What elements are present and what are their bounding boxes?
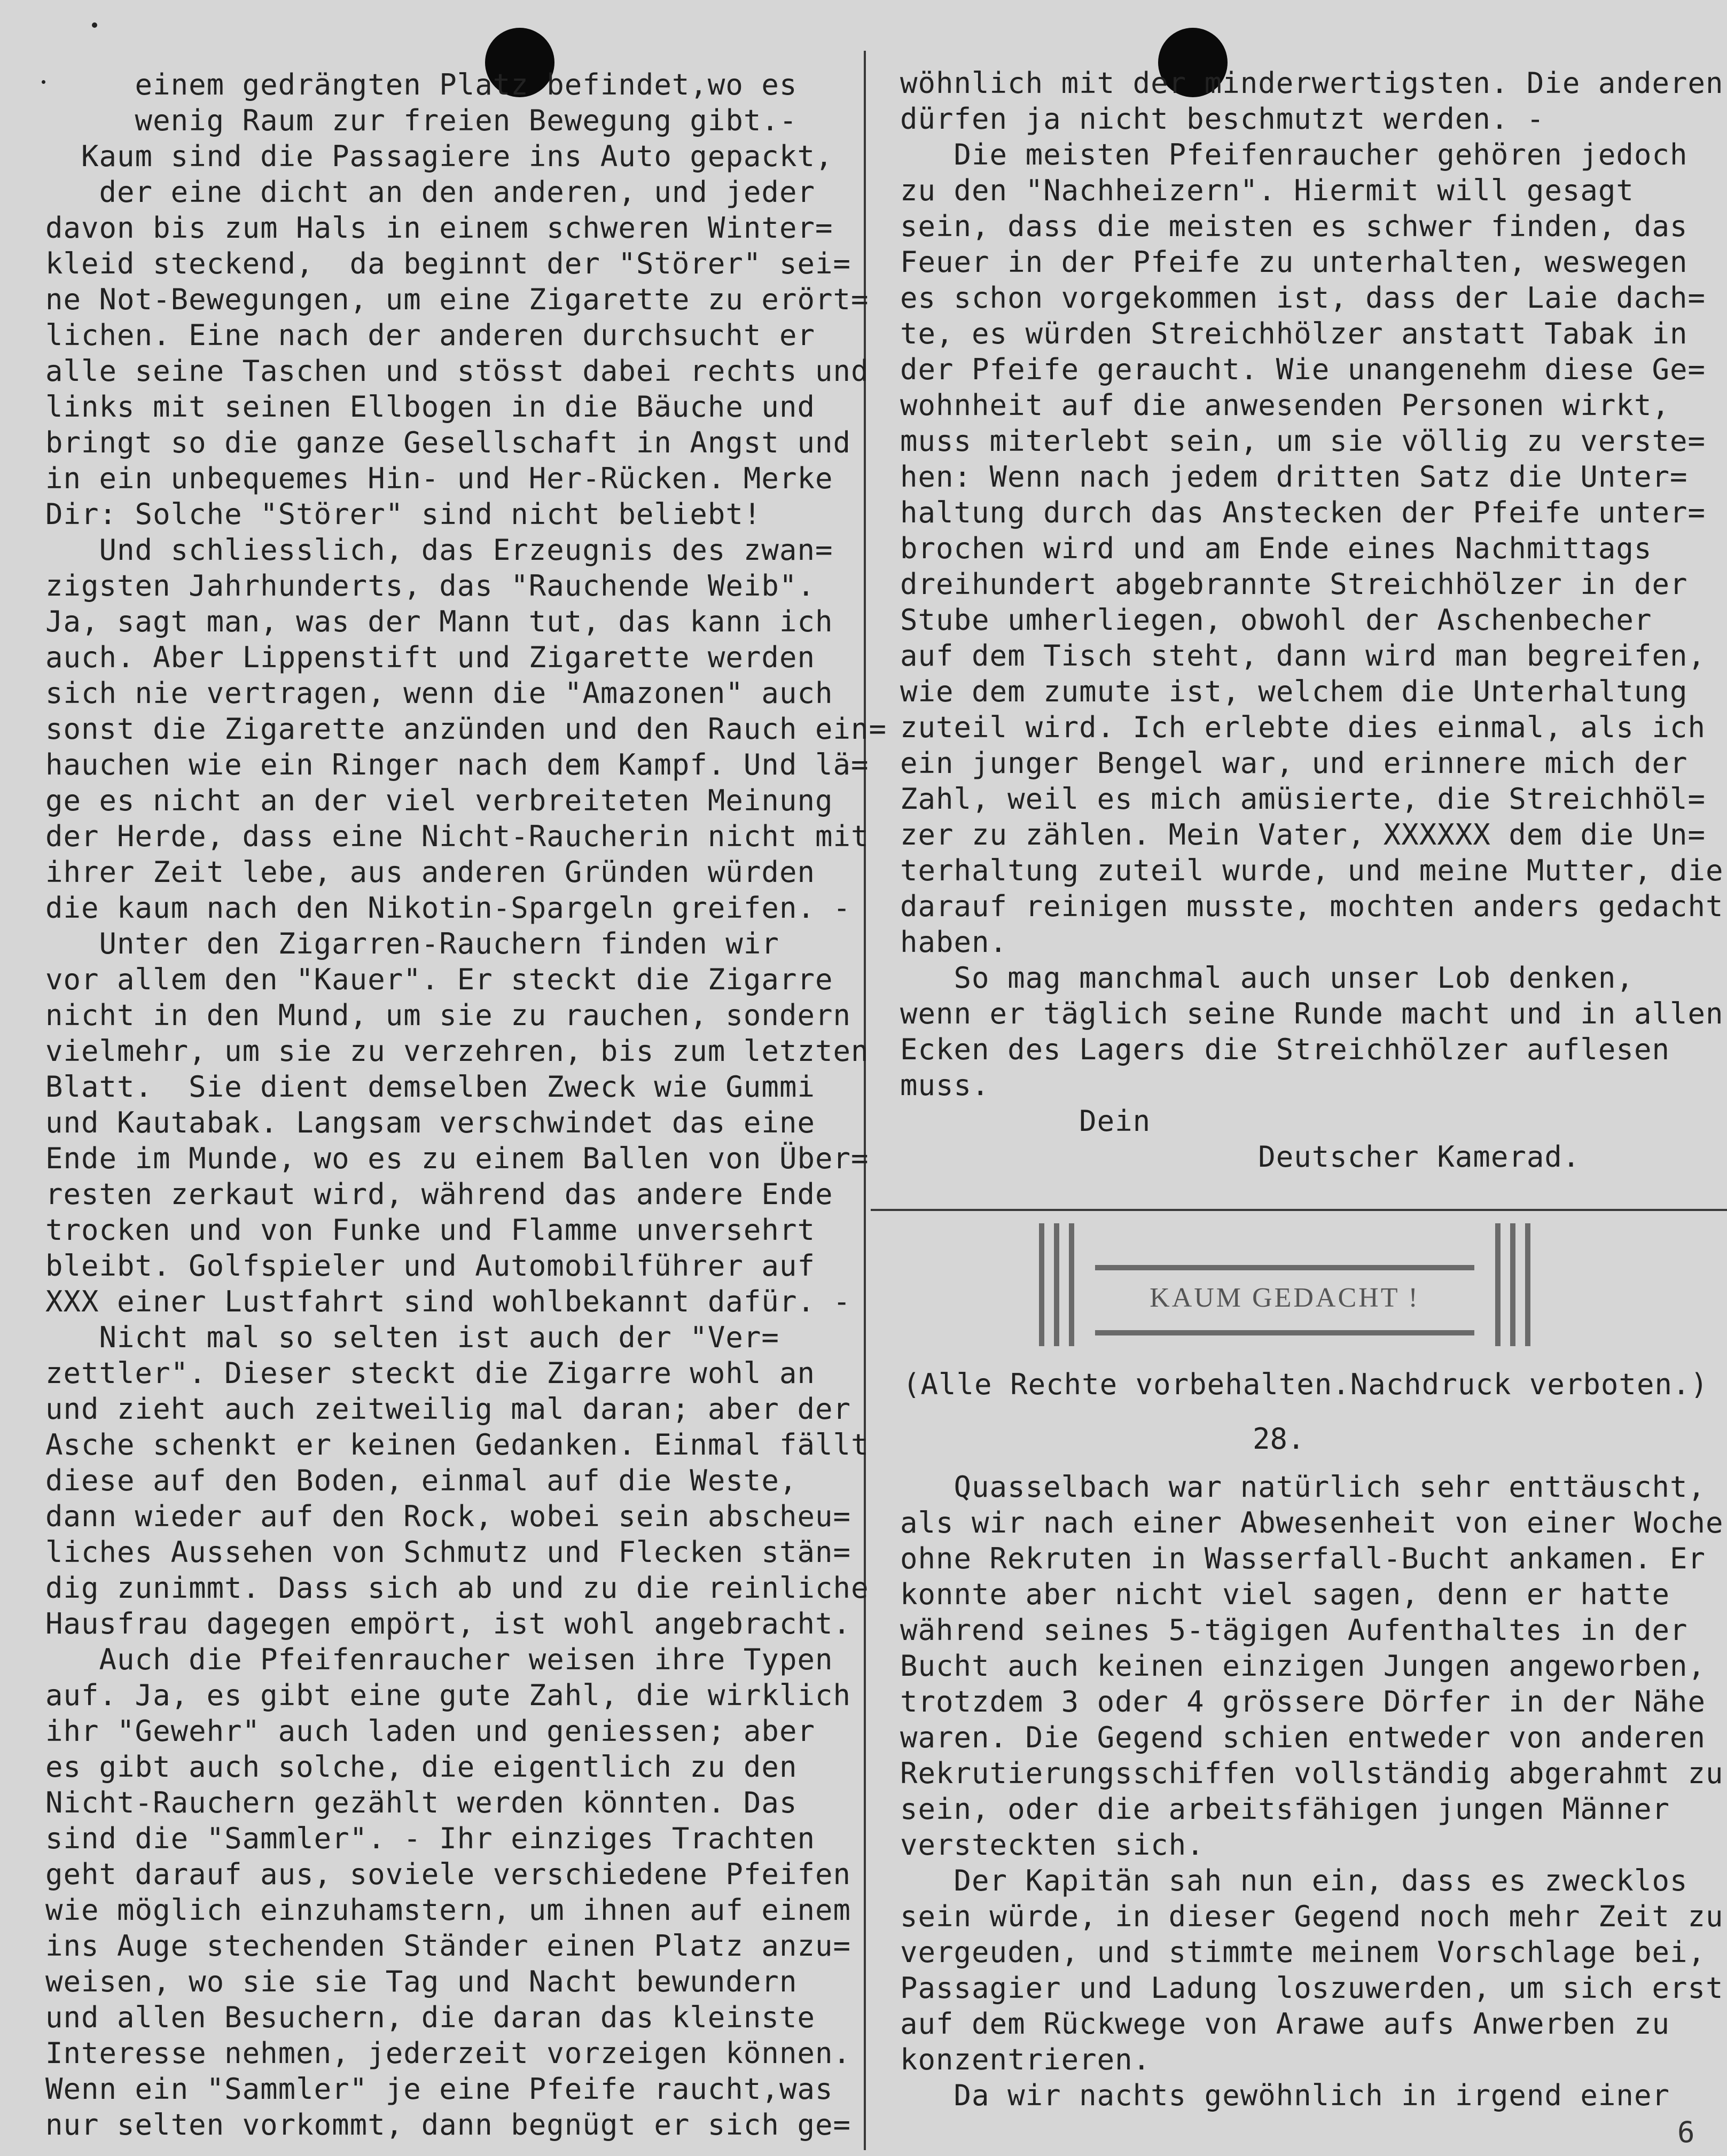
text-line: alle seine Taschen und stösst dabei rechts und [45, 354, 869, 388]
text-line: zu den "Nachheizern". Hiermit will gesagt [900, 174, 1634, 207]
text-line: zettler". Dieser steckt die Zigarre wohl an [45, 1356, 815, 1390]
text-line: und allen Besuchern, die daran das kleinste [45, 2001, 815, 2034]
text-line: liches Aussehen von Schmutz und Flecken stän= [45, 1535, 851, 1569]
chapter-number: 28. [1253, 1422, 1305, 1456]
text-line: sein würde, in dieser Gegend noch mehr Zeit zu [900, 1900, 1724, 1933]
text-line: die kaum nach den Nikotin-Spargeln greifen. - [45, 891, 851, 925]
text-line: Ecken des Lagers die Streichhölzer auflesen [900, 1033, 1670, 1066]
text-line: und zieht auch zeitweilig mal daran; aber der [45, 1392, 851, 1426]
text-line: trocken und von Funke und Flamme unversehrt [45, 1213, 815, 1247]
rights-notice: (Alle Rechte vorbehalten.Nachdruck verboten.) [903, 1368, 1708, 1401]
text-line: Asche schenkt er keinen Gedanken. Einmal fällt [45, 1428, 869, 1462]
text-line: Kaum sind die Passagiere ins Auto gepackt, [45, 139, 833, 173]
text-line: zer zu zählen. Mein Vater, XXXXXX dem die Un= [900, 818, 1706, 852]
text-line: waren. Die Gegend schien entweder von anderen [900, 1721, 1706, 1754]
text-line: sein, dass die meisten es schwer finden, das [900, 209, 1688, 243]
text-line: der Pfeife geraucht. Wie unangenehm diese Ge= [900, 353, 1706, 386]
text-line: ins Auge stechenden Ständer einen Platz anzu= [45, 1929, 851, 1963]
text-line: haltung durch das Anstecken der Pfeife unter= [900, 496, 1706, 529]
text-line: diese auf den Boden, einmal auf die Weste, [45, 1464, 798, 1497]
ink-speck [92, 22, 97, 28]
text-line: haben. [900, 925, 1008, 959]
text-line: resten zerkaut wird, während das andere Ende [45, 1177, 833, 1211]
text-line: Blatt. Sie dient demselben Zweck wie Gummi [45, 1070, 815, 1104]
text-line: wenig Raum zur freien Bewegung gibt.- [45, 104, 798, 137]
text-line: wenn er täglich seine Runde macht und in allen [900, 997, 1724, 1030]
text-line: Und schliesslich, das Erzeugnis des zwan= [45, 533, 833, 567]
text-line: konnte aber nicht viel sagen, denn er hatte [900, 1577, 1670, 1611]
text-line: Der Kapitän sah nun ein, dass es zwecklos [900, 1864, 1688, 1897]
text-line: muss miterlebt sein, um sie völlig zu verste= [900, 424, 1706, 458]
text-line: Wenn ein "Sammler" je eine Pfeife raucht,was [45, 2072, 833, 2106]
text-line: Zahl, weil es mich amüsierte, die Streichhöl= [900, 782, 1706, 816]
banner-right-bars [1493, 1223, 1530, 1346]
banner-top-rule [1095, 1265, 1474, 1270]
text-line: darauf reinigen musste, mochten anders gedacht [900, 889, 1724, 923]
text-line: Nicht-Rauchern gezählt werden könnten. Das [45, 1786, 798, 1819]
text-line: nur selten vorkommt, dann begnügt er sich ge= [45, 2108, 851, 2142]
text-line: davon bis zum Hals in einem schweren Winter= [45, 211, 833, 245]
text-line: Da wir nachts gewöhnlich in irgend einer [900, 2079, 1670, 2112]
text-line: dig zunimmt. Dass sich ab und zu die reinliche [45, 1571, 869, 1605]
text-line: es schon vorgekommen ist, dass der Laie dach= [900, 281, 1706, 315]
text-line: als wir nach einer Abwesenheit von einer Woche [900, 1506, 1724, 1540]
text-line: trotzdem 3 oder 4 grössere Dörfer in der Nähe [900, 1685, 1706, 1718]
text-line: vergeuden, und stimmte meinem Vorschlage bei, [900, 1935, 1706, 1969]
text-line: auf dem Rückwege von Arawe aufs Anwerben zu [900, 2007, 1670, 2041]
text-line: sonst die Zigarette anzünden und den Rauch ein= [45, 712, 887, 746]
text-line: Hausfrau dagegen empört, ist wohl angebracht. [45, 1607, 851, 1641]
text-line: Deutscher Kamerad. [900, 1140, 1581, 1174]
text-line: ohne Rekruten in Wasserfall-Bucht ankamen. Er [900, 1542, 1706, 1575]
text-line: Quasselbach war natürlich sehr enttäuscht, [900, 1470, 1706, 1504]
text-line: Ende im Munde, wo es zu einem Ballen von Über= [45, 1142, 869, 1175]
text-line: Die meisten Pfeifenraucher gehören jedoch [900, 138, 1688, 171]
text-line: ne Not-Bewegungen, um eine Zigarette zu erört= [45, 283, 869, 316]
text-line: brochen wird und am Ende eines Nachmittags [900, 532, 1652, 565]
text-line: auf. Ja, es gibt eine gute Zahl, die wirklich [45, 1678, 851, 1712]
text-line: Dein [900, 1104, 1151, 1138]
text-line: ihr "Gewehr" auch laden und geniessen; aber [45, 1714, 815, 1748]
banner-title: KAUM GEDACHT ! [1150, 1283, 1420, 1313]
text-line: muss. [900, 1068, 990, 1102]
text-line: Feuer in der Pfeife zu unterhalten, weswegen [900, 245, 1688, 279]
text-line: ge es nicht an der viel verbreiteten Meinung [45, 784, 833, 817]
text-line: es gibt auch solche, die eigentlich zu den [45, 1750, 798, 1784]
right-column-top-text [900, 65, 1724, 1175]
story-title-banner [1039, 1223, 1530, 1346]
text-line: einem gedrängten Platz befindet,wo es [45, 68, 798, 101]
text-line: Ja, sagt man, was der Mann tut, das kann ich [45, 605, 833, 638]
text-line: Stube umherliegen, obwohl der Aschenbecher [900, 603, 1652, 637]
banner-left-bars [1039, 1223, 1076, 1346]
text-line: weisen, wo sie sie Tag und Nacht bewundern [45, 1965, 798, 1998]
text-line: Dir: Solche "Störer" sind nicht beliebt! [45, 497, 762, 531]
text-line: in ein unbequemes Hin- und Her-Rücken. Merke [45, 462, 833, 495]
text-line: sind die "Sammler". - Ihr einziges Trachten [45, 1822, 815, 1855]
text-line: ihrer Zeit lebe, aus anderen Gründen würden [45, 855, 815, 889]
text-line: wöhnlich mit der minderwertigsten. Die anderen [900, 66, 1724, 100]
text-line: wohnheit auf die anwesenden Personen wirkt, [900, 388, 1670, 422]
text-line: So mag manchmal auch unser Lob denken, [900, 961, 1634, 995]
text-line: bringt so die ganze Gesellschaft in Angst und [45, 426, 851, 459]
text-line: nicht in den Mund, um sie zu rauchen, sondern [45, 998, 851, 1032]
text-line: hauchen wie ein Ringer nach dem Kampf. Und lä= [45, 748, 869, 782]
text-line: hen: Wenn nach jedem dritten Satz die Unter= [900, 460, 1688, 494]
text-line: Nicht mal so selten ist auch der "Ver= [45, 1321, 779, 1354]
text-line: sein, oder die arbeitsfähigen jungen Männer [900, 1792, 1670, 1826]
text-line: der eine dicht an den anderen, und jeder [45, 175, 815, 209]
text-line: auf dem Tisch steht, dann wird man begreifen, [900, 639, 1706, 673]
ink-speck [42, 80, 45, 84]
text-line: Passagier und Ladung loszuwerden, um sich erst [900, 1971, 1724, 2005]
text-line: wie möglich einzuhamstern, um ihnen auf einem [45, 1893, 851, 1927]
text-line: dürfen ja nicht beschmutzt werden. - [900, 102, 1545, 136]
text-line: terhaltung zuteil wurde, und meine Mutter, die [900, 854, 1724, 887]
text-line: XXX einer Lustfahrt sind wohlbekannt dafür. - [45, 1285, 851, 1318]
text-line: zuteil wird. Ich erlebte dies einmal, als ich [900, 710, 1706, 744]
text-line: der Herde, dass eine Nicht-Raucherin nicht mit [45, 819, 869, 853]
text-line: während seines 5-tägigen Aufenthaltes in der [900, 1613, 1688, 1647]
right-column-bottom-text [900, 1469, 1724, 2113]
text-line: dreihundert abgebrannte Streichhölzer in der [900, 567, 1688, 601]
text-line: wie dem zumute ist, welchem die Unterhaltung [900, 675, 1688, 708]
text-line: Unter den Zigarren-Rauchern finden wir [45, 927, 779, 960]
text-line: lichen. Eine nach der anderen durchsucht er [45, 318, 815, 352]
text-line: Interesse nehmen, jederzeit vorzeigen können. [45, 2036, 851, 2070]
text-line: zigsten Jahrhunderts, das "Rauchende Weib". [45, 569, 815, 603]
text-line: auch. Aber Lippenstift und Zigarette werden [45, 640, 815, 674]
text-line: ein junger Bengel war, und erinnere mich der [900, 746, 1688, 780]
text-line: vielmehr, um sie zu verzehren, bis zum letzten [45, 1034, 869, 1068]
text-line: Auch die Pfeifenraucher weisen ihre Typen [45, 1643, 833, 1676]
text-line: versteckten sich. [900, 1828, 1205, 1862]
text-line: geht darauf aus, soviele verschiedene Pfeifen [45, 1857, 851, 1891]
text-line: te, es würden Streichhölzer anstatt Tabak in [900, 317, 1688, 350]
page-number: 6 [1677, 2115, 1695, 2149]
text-line: dann wieder auf den Rock, wobei sein abscheu= [45, 1499, 851, 1533]
text-line: und Kautabak. Langsam verschwindet das eine [45, 1106, 815, 1139]
text-line: links mit seinen Ellbogen in die Bäuche und [45, 390, 815, 424]
text-line: kleid steckend, da beginnt der "Störer" sei= [45, 247, 851, 280]
text-line: sich nie vertragen, wenn die "Amazonen" auch [45, 676, 833, 710]
text-line: vor allem den "Kauer". Er steckt die Zigarre [45, 963, 833, 996]
section-divider [871, 1209, 1727, 1211]
text-line: Bucht auch keinen einzigen Jungen angeworben, [900, 1649, 1706, 1683]
banner-bottom-rule [1095, 1330, 1474, 1335]
text-line: Rekrutierungsschiffen vollständig abgerahmt zu [900, 1756, 1724, 1790]
text-line: bleibt. Golfspieler und Automobilführer auf [45, 1249, 815, 1283]
left-column-text [45, 67, 887, 2143]
text-line: konzentrieren. [900, 2043, 1151, 2076]
